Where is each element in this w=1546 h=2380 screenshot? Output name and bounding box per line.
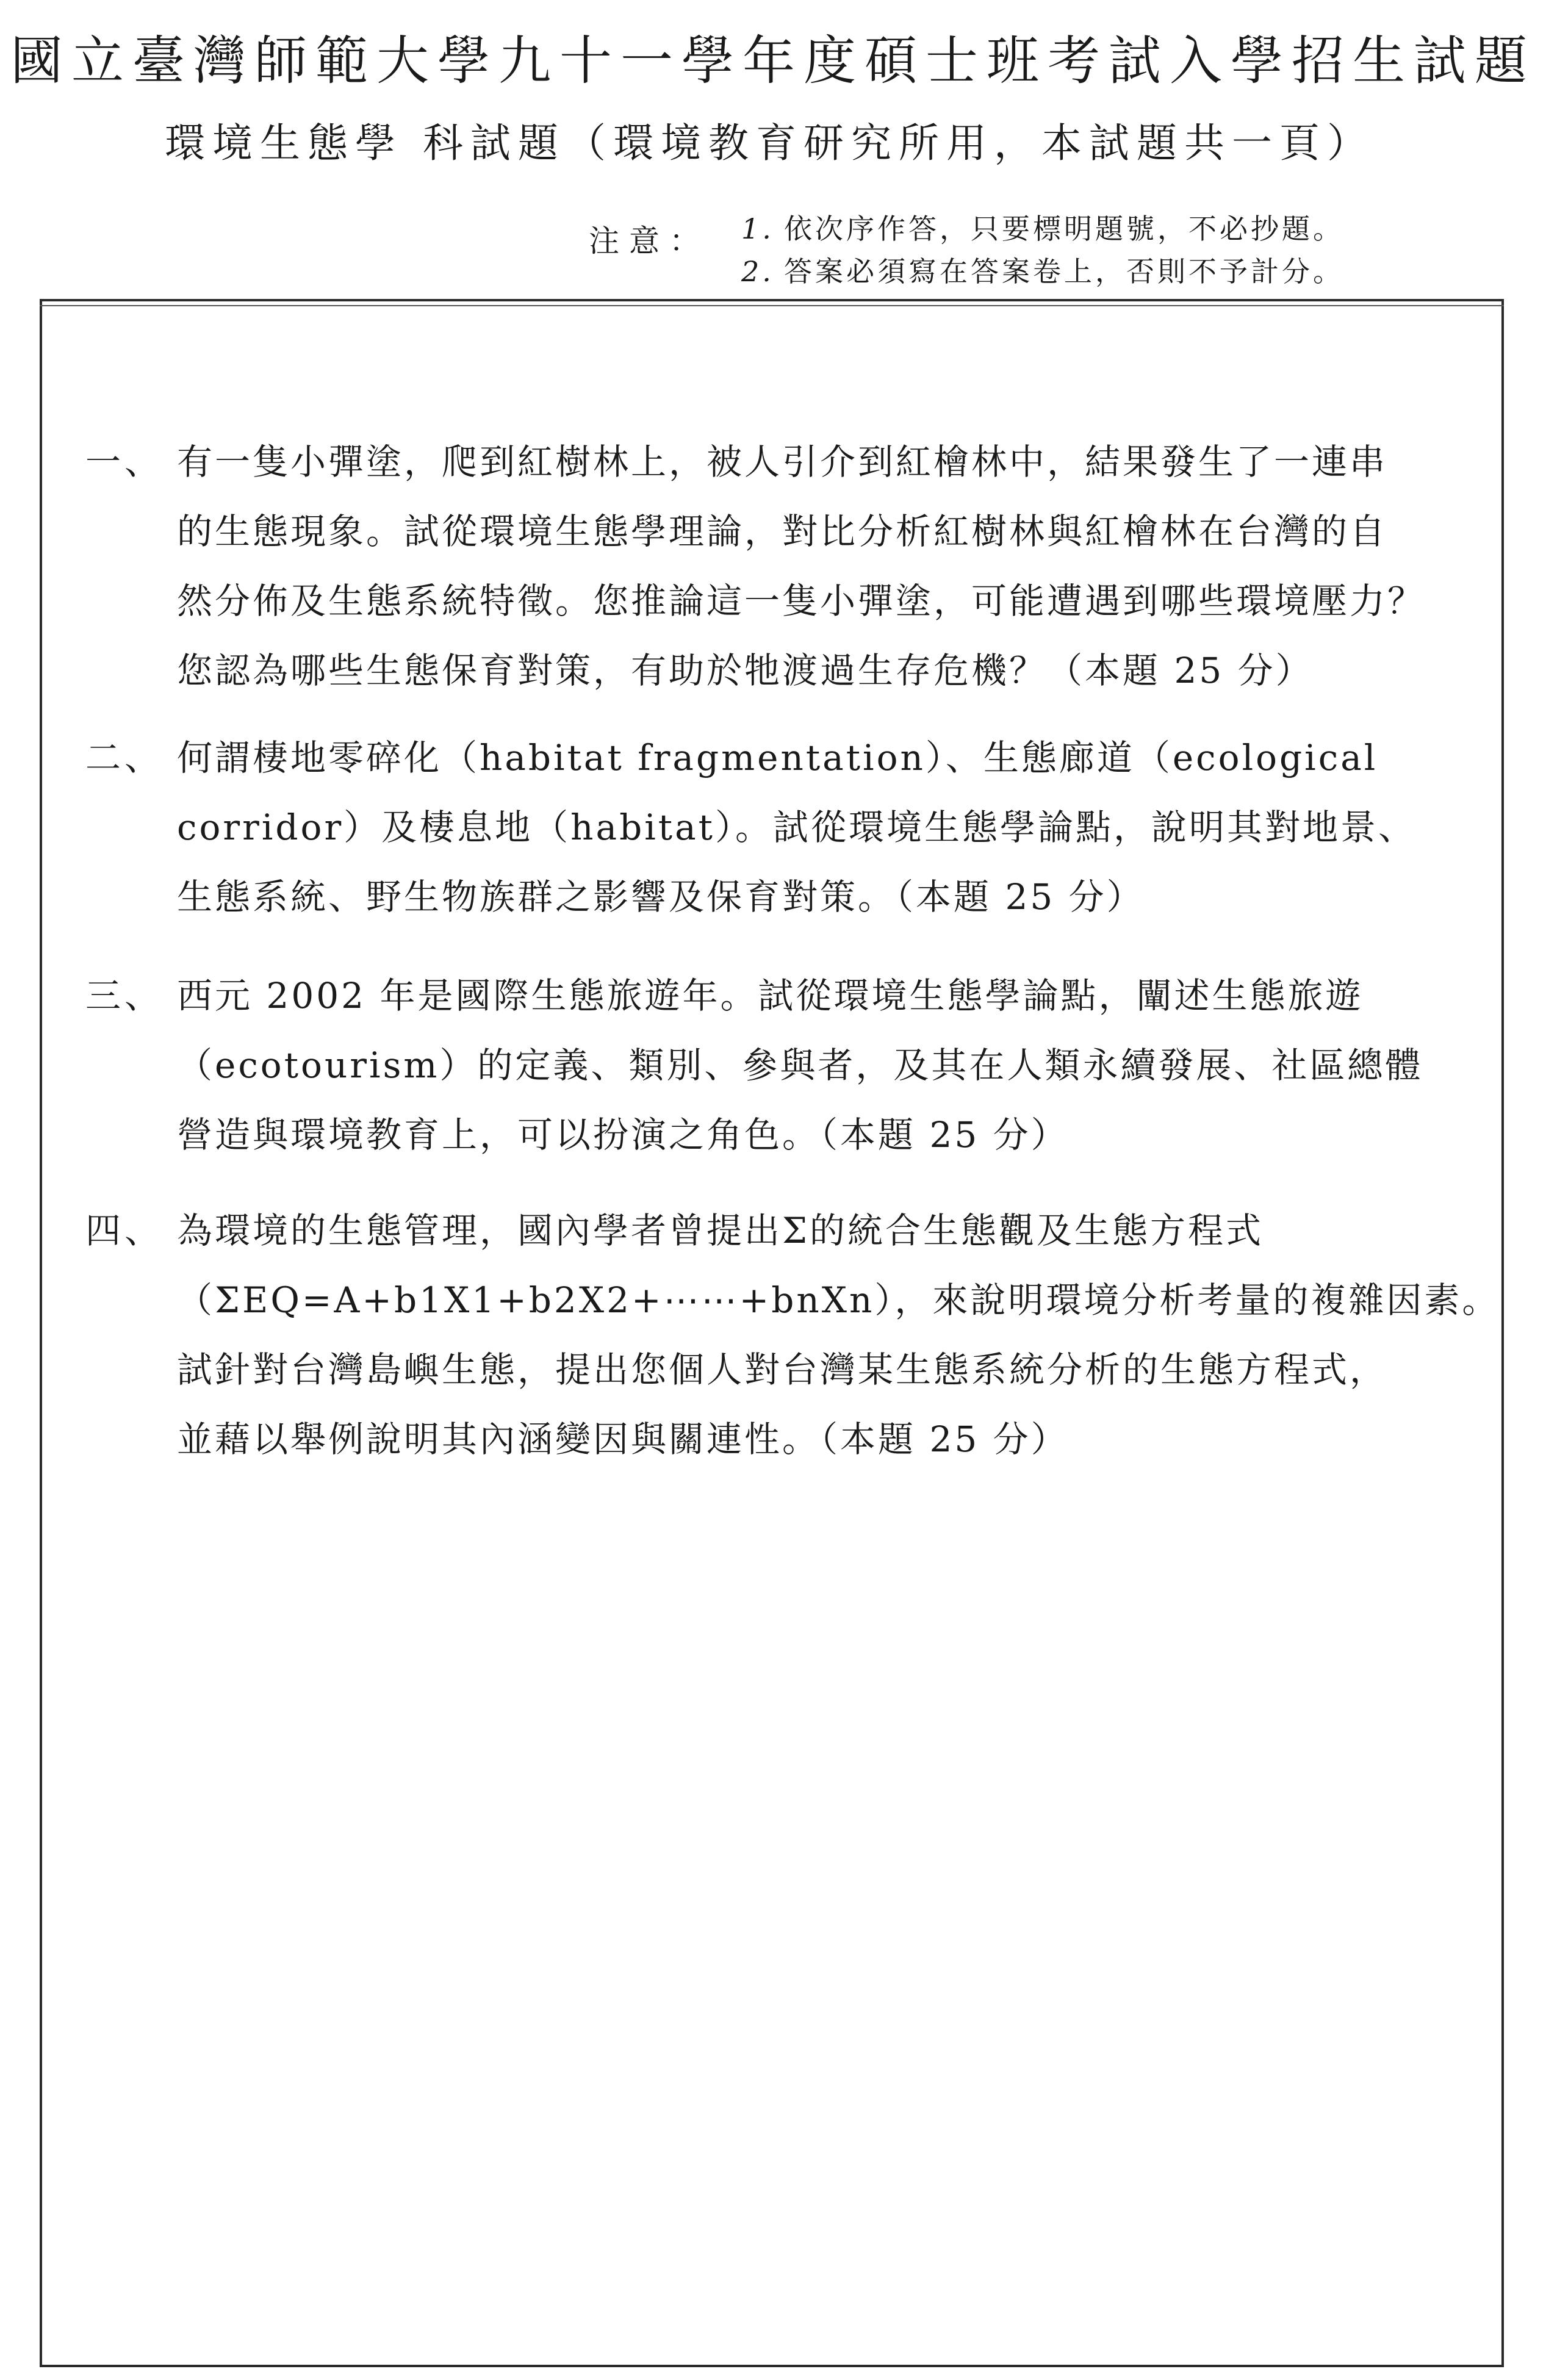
notice-item bbox=[741, 250, 1504, 293]
question-text: （ΣEQ=A+b1X1+b2X2+⋯⋯+bnXn），來說明環境分析考量的複雜因素。 bbox=[177, 1279, 1500, 1321]
question-text: 營造與環境教育上，可以扮演之角色。（本題 25 分） bbox=[177, 1114, 1069, 1156]
question-text: 您認為哪些生態保育對策，有助於牠渡過生存危機？（本題 25 分） bbox=[177, 650, 1314, 691]
notice-number: 2. bbox=[741, 255, 774, 288]
question-number: 三、 bbox=[85, 975, 164, 1016]
question-text: 有一隻小彈塗，爬到紅樹林上，被人引介到紅檜林中，結果發生了一連串 bbox=[177, 441, 1388, 483]
question-line bbox=[85, 862, 1476, 932]
question-line bbox=[85, 1404, 1476, 1474]
question-line bbox=[85, 961, 1476, 1030]
frame-double-rule bbox=[40, 305, 1504, 306]
question-1 bbox=[85, 427, 1476, 705]
question-number: 二、 bbox=[85, 737, 164, 778]
question-4 bbox=[85, 1196, 1500, 1474]
notice-text: 答案必須寫在答案卷上，否則不予計分。 bbox=[784, 255, 1344, 288]
notice-label: 注意： bbox=[589, 223, 710, 259]
question-text: 的生態現象。試從環境生態學理論，對比分析紅樹林與紅檜林在台灣的自 bbox=[177, 511, 1388, 552]
question-text: 試針對台灣島嶼生態，提出您個人對台灣某生態系統分析的生態方程式， bbox=[177, 1349, 1388, 1390]
question-line bbox=[85, 1196, 1476, 1265]
notice-item bbox=[741, 207, 1504, 250]
notice-list bbox=[741, 207, 1504, 293]
notice-number: 1. bbox=[741, 212, 774, 245]
question-text: 並藉以舉例說明其內涵變因與關連性。（本題 25 分） bbox=[177, 1418, 1069, 1460]
question-line bbox=[85, 1265, 1500, 1335]
question-text: 生態系統、野生物族群之影響及保育對策。（本題 25 分） bbox=[177, 876, 1145, 918]
question-line bbox=[85, 1030, 1476, 1100]
question-text: corridor）及棲息地（habitat）。試從環境生態學論點，說明其對地景、 bbox=[177, 807, 1416, 848]
question-number: 一、 bbox=[85, 441, 164, 483]
question-text: 西元 2002 年是國際生態旅遊年。試從環境生態學論點，闡述生態旅遊 bbox=[177, 975, 1364, 1016]
notice-text: 依次序作答，只要標明題號，不必抄題。 bbox=[784, 212, 1344, 245]
question-text: 然分佈及生態系統特徵。您推論這一隻小彈塗，可能遭遇到哪些環境壓力？ bbox=[177, 580, 1426, 622]
question-text: 何謂棲地零碎化（habitat fragmentation）、生態廊道（ecological bbox=[177, 737, 1378, 778]
question-line bbox=[85, 497, 1476, 566]
exam-title: 國立臺灣師範大學九十一學年度碩士班考試入學招生試題 bbox=[10, 31, 1536, 92]
question-line bbox=[85, 723, 1476, 793]
question-2 bbox=[85, 723, 1476, 932]
exam-subtitle: 環境生態學 科試題（環境教育研究所用，本試題共一頁） bbox=[165, 120, 1375, 167]
question-line bbox=[85, 1100, 1476, 1170]
question-line bbox=[85, 427, 1476, 497]
question-text: 為環境的生態管理，國內學者曾提出Σ的統合生態觀及生態方程式 bbox=[177, 1210, 1264, 1251]
question-line bbox=[85, 793, 1476, 862]
question-line bbox=[85, 566, 1476, 636]
question-line bbox=[85, 1335, 1476, 1404]
question-number: 四、 bbox=[85, 1210, 164, 1251]
question-text: （ecotourism）的定義、類別、參與者，及其在人類永續發展、社區總體 bbox=[177, 1044, 1423, 1086]
question-line bbox=[85, 636, 1476, 705]
question-3 bbox=[85, 961, 1476, 1170]
